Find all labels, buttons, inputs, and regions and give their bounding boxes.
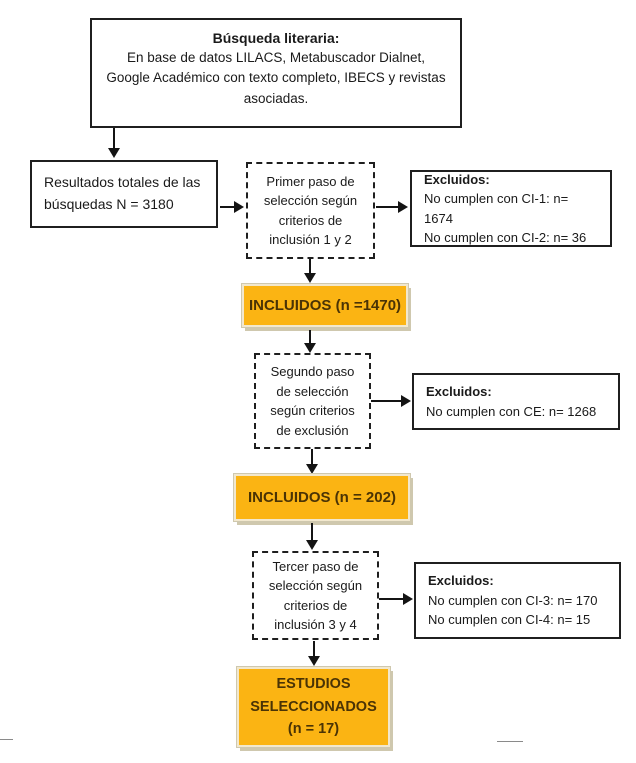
excluded2-title: Excluidos: bbox=[426, 384, 492, 399]
page-rule-right bbox=[497, 741, 523, 742]
step2-box bbox=[254, 353, 371, 449]
step3-label: Tercer paso de selección según criterios de inclusión 3 y 4 bbox=[268, 558, 363, 632]
arrow-results-to-step1 bbox=[220, 206, 234, 208]
arrow-step1-to-included1 bbox=[309, 259, 311, 273]
arrowhead-down-icon bbox=[308, 656, 320, 666]
final-selected-count: (n = 17) bbox=[287, 721, 340, 738]
final-selected-box bbox=[237, 667, 390, 747]
arrowhead-right-icon bbox=[234, 201, 244, 213]
arrow-step1-to-excluded1 bbox=[376, 206, 398, 208]
final-selected-label: ESTUDIOS SELECCIONADOS bbox=[250, 676, 377, 715]
arrow-included1-to-step2 bbox=[309, 330, 311, 343]
arrowhead-right-icon bbox=[403, 593, 413, 605]
search-box-body: En base de datos LILACS, Metabuscador Dialnet, Google Académico con texto completo, IBECS y revistas asociadas. bbox=[106, 50, 446, 106]
arrow-search-to-results bbox=[113, 128, 115, 148]
results-box-text: Resultados totales de las búsquedas N = 3180 bbox=[44, 174, 201, 212]
arrow-step2-to-excluded2 bbox=[371, 400, 401, 402]
step1-label: Primer paso de selección según criterios de inclusión 1 y 2 bbox=[263, 173, 358, 247]
arrow-step3-to-excluded3 bbox=[379, 598, 403, 600]
arrowhead-right-icon bbox=[398, 201, 408, 213]
arrowhead-down-icon bbox=[108, 148, 120, 158]
excluded2-line1: No cumplen con CE: n= 1268 bbox=[426, 403, 597, 419]
arrowhead-down-icon bbox=[306, 540, 318, 550]
excluded1-line2: No cumplen con CI-2: n= 36 bbox=[424, 230, 587, 245]
excluded3-line1: No cumplen con CI-3: n= 170 bbox=[428, 592, 598, 608]
included2-label: INCLUIDOS (n = 202) bbox=[248, 489, 396, 506]
excluded2-box bbox=[412, 373, 620, 430]
arrow-step2-to-included2 bbox=[311, 449, 313, 464]
results-box bbox=[30, 160, 218, 228]
step2-label: Segundo paso de selección según criterios de exclusión bbox=[270, 364, 355, 438]
excluded1-box bbox=[410, 170, 612, 247]
arrowhead-down-icon bbox=[306, 464, 318, 474]
excluded3-title: Excluidos: bbox=[428, 573, 494, 589]
step3-box bbox=[252, 551, 379, 640]
included1-label: INCLUIDOS (n =1470) bbox=[248, 297, 402, 314]
arrow-step3-to-final bbox=[313, 641, 315, 656]
page-rule-left bbox=[0, 739, 13, 740]
excluded3-line2: No cumplen con CI-4: n= 15 bbox=[428, 612, 591, 628]
search-box bbox=[90, 18, 462, 128]
excluded3-box bbox=[414, 562, 621, 639]
step1-box bbox=[246, 162, 375, 259]
included2-box bbox=[234, 474, 410, 521]
excluded1-line1: No cumplen con CI-1: n= 1674 bbox=[424, 191, 569, 226]
arrowhead-right-icon bbox=[401, 395, 411, 407]
arrowhead-down-icon bbox=[304, 273, 316, 283]
excluded1-title: Excluidos: bbox=[424, 171, 490, 187]
search-box-title: Búsqueda literaria: bbox=[212, 30, 340, 46]
included1-box bbox=[242, 284, 408, 327]
arrowhead-down-icon bbox=[304, 343, 316, 353]
arrow-included2-to-step3 bbox=[311, 523, 313, 540]
